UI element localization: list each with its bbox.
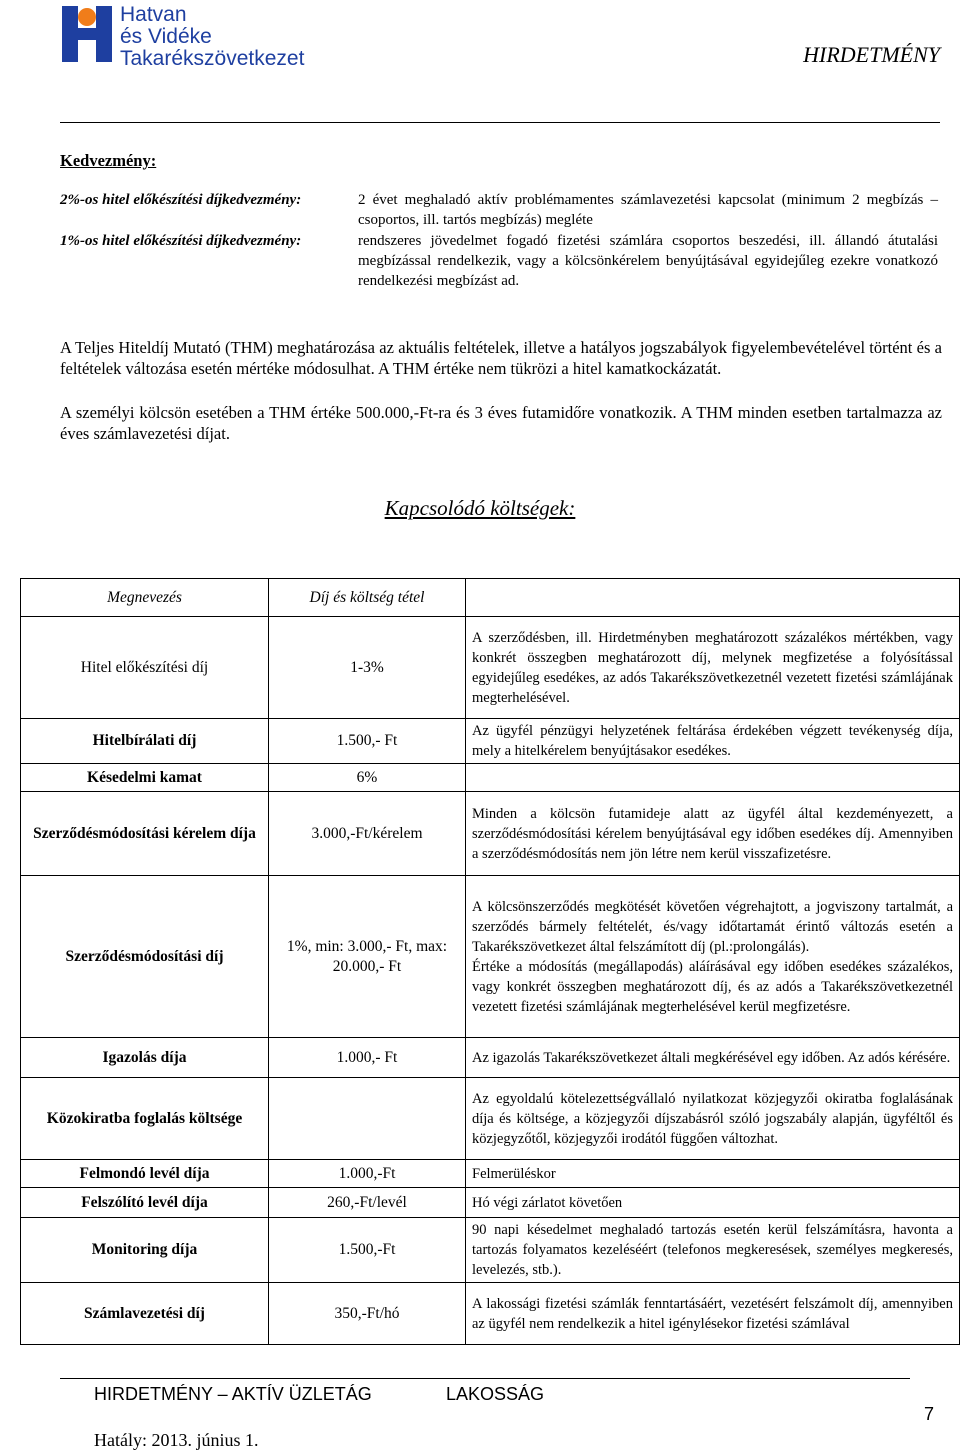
discount-text-1: 2 évet meghaladó aktív problémamentes számlavezetési kapcsolat (minimum 2 megbízás – csoportos, ill. tartós megbízás) megléte [358, 192, 938, 228]
row-name: Hitel előkészítési díj [21, 617, 269, 719]
table-header-row [21, 579, 960, 617]
column-header-fee: Díj és költség tétel [269, 579, 466, 617]
row-desc: Az ügyfél pénzügyi helyzetének feltárása érdekében végzett tevékenység díja, mely a hitelkérelem benyújtásakor esedékes. [466, 719, 960, 764]
row-name: Felszólító levél díja [21, 1188, 269, 1218]
row-desc: Felmerüléskor [466, 1160, 960, 1188]
row-name: Felmondó levél díja [21, 1160, 269, 1188]
row-desc: Az igazolás Takarékszövetkezet általi megkérésével egy időben. Az adós kérésére. [466, 1038, 960, 1078]
logo-line-2: és Vidéke [120, 25, 212, 48]
row-name: Igazolás díja [21, 1038, 269, 1078]
row-name: Monitoring díja [21, 1218, 269, 1283]
table-row [21, 1188, 960, 1218]
row-desc [466, 764, 960, 792]
column-header-desc [466, 579, 960, 617]
thm-paragraph-1: A Teljes Hiteldíj Mutató (THM) meghatározása az aktuális feltételek, illetve a hatályos jogszabályok figyelembevételével történt és a feltételek változása esetén mértéke módosulhat. A THM értéke nem tükrözi a hitel kamatkockázatát. [60, 338, 942, 378]
table-row [21, 1038, 960, 1078]
row-desc-part-1: A kölcsönszerződés megkötését követően végrehajtott, a jogviszony tartalmát, a szerződés bármely feltételét, és/vagy időtartamát érintő változás esetén a Takarékszövetkezet által felszámított díj (pl.:prolongálás). [472, 898, 953, 955]
row-desc: 90 napi késedelmet meghaladó tartozás esetén kerül felszámításra, havonta a tartozás folyamatos kezeléséért (telefonos megkeresések, személyes megkeresés, levelezés, stb.). [466, 1218, 960, 1283]
row-fee: 1.500,-Ft [269, 1218, 466, 1283]
discount-label-1: 2%-os hitel előkészítési díjkedvezmény: [60, 192, 302, 208]
logo [60, 3, 330, 70]
row-desc: Az egyoldalú kötelezettségvállaló nyilatkozat közjegyzői okiratba foglalásának díja és költsége, a közjegyzői díjszabásról szóló jogszabály alapján, ügyféltől és közjegyzőtől, közjegyzői irodától függően változhat. [466, 1078, 960, 1160]
discount-heading: Kedvezmény: [60, 151, 157, 170]
discount-label-2: 1%-os hitel előkészítési díjkedvezmény: [60, 233, 302, 249]
footer-segment: LAKOSSÁG [446, 1384, 545, 1404]
page-number: 7 [924, 1404, 935, 1424]
row-desc: A szerződésben, ill. Hirdetményben meghatározott százalékos mértékben, vagy konkrét összegben meghatározott díj, melynek megfizetése a folyósítással egyidejűleg esedékes, az adós Takarékszövetkezetnél vezetett fizetési számlájának megterhelésével. [466, 617, 960, 719]
row-name: Hitelbírálati díj [21, 719, 269, 764]
row-desc: Minden a kölcsön futamideje alatt az ügyfél által kezdeményezett, a szerződésmódosítási kérelem benyújtásával egy időben esedékes díj. Amennyiben a szerződésmódosítás nem jön létre nem kerül visszafizetésre. [466, 792, 960, 876]
row-name: Közokiratba foglalás költsége [21, 1078, 269, 1160]
table-row [21, 1078, 960, 1160]
discount-text-2: rendszeres jövedelmet fogadó fizetési számlára csoportos beszedési, ill. állandó átutalási megbízással rendelkezik, vagy a kölcsönkérelem benyújtásával egyidejűleg ezekre vonatkozó rendelkezési megbízást ad. [358, 233, 938, 289]
table-row [21, 719, 960, 764]
table-row [21, 764, 960, 792]
header-rule [60, 122, 940, 123]
table-row [21, 617, 960, 719]
footer-section: HIRDETMÉNY – AKTÍV ÜZLETÁG [94, 1384, 372, 1404]
row-name: Számlavezetési díj [21, 1283, 269, 1345]
table-row [21, 1160, 960, 1188]
row-fee: 1.000,- Ft [269, 1038, 466, 1078]
row-fee: 1.000,-Ft [269, 1160, 466, 1188]
row-name: Szerződésmódosítási kérelem díja [21, 792, 269, 876]
row-name: Késedelmi kamat [21, 764, 269, 792]
page-title: HIRDETMÉNY [803, 42, 940, 67]
logo-mark [60, 4, 116, 64]
thm-paragraph-2: A személyi kölcsön esetében a THM értéke 500.000,-Ft-ra és 3 éves futamidőre vonatkozik. A THM minden esetben tartalmazza az éves számlavezetési díjat. [60, 403, 942, 443]
table-row [21, 792, 960, 876]
row-desc-part-2: Értéke a módosítás (megállapodás) aláírásával egy időben esedékes százalékos, vagy konkrét összegben meghatározott díj, és az adós a Takarékszövetkezetnél vezetett fizetési számlájának megterhelésével kerül megfizetésre. [472, 958, 953, 1015]
row-fee: 350,-Ft/hó [269, 1283, 466, 1345]
row-fee: 1.500,- Ft [269, 719, 466, 764]
row-desc: A lakossági fizetési számlák fenntartásáért, vezetésért felszámolt díj, amennyiben az ügyfél nem rendelkezik a hitel igénylésekor fizetési számlával [466, 1283, 960, 1345]
row-fee: 3.000,-Ft/kérelem [269, 792, 466, 876]
table-row [21, 1218, 960, 1283]
row-name: Szerződésmódosítási díj [21, 876, 269, 1038]
row-fee: 1%, min: 3.000,- Ft, max: 20.000,- Ft [269, 876, 466, 1038]
row-fee: 260,-Ft/levél [269, 1188, 466, 1218]
row-desc: Hó végi zárlatot követően [466, 1188, 960, 1218]
row-fee: 1-3% [269, 617, 466, 719]
table-row [21, 876, 960, 1038]
row-fee: 6% [269, 764, 466, 792]
logo-line-1: Hatvan [120, 3, 187, 26]
table-row [21, 1283, 960, 1345]
costs-heading: Kapcsolódó költségek: [384, 496, 576, 520]
column-header-name: Megnevezés [21, 579, 269, 617]
row-fee [269, 1078, 466, 1160]
row-desc [466, 876, 960, 1038]
footer-rule [60, 1378, 910, 1379]
logo-line-3: Takarékszövetkezet [120, 47, 305, 70]
costs-table [20, 578, 960, 1345]
footer-effective-date: Hatály: 2013. június 1. [94, 1430, 259, 1450]
